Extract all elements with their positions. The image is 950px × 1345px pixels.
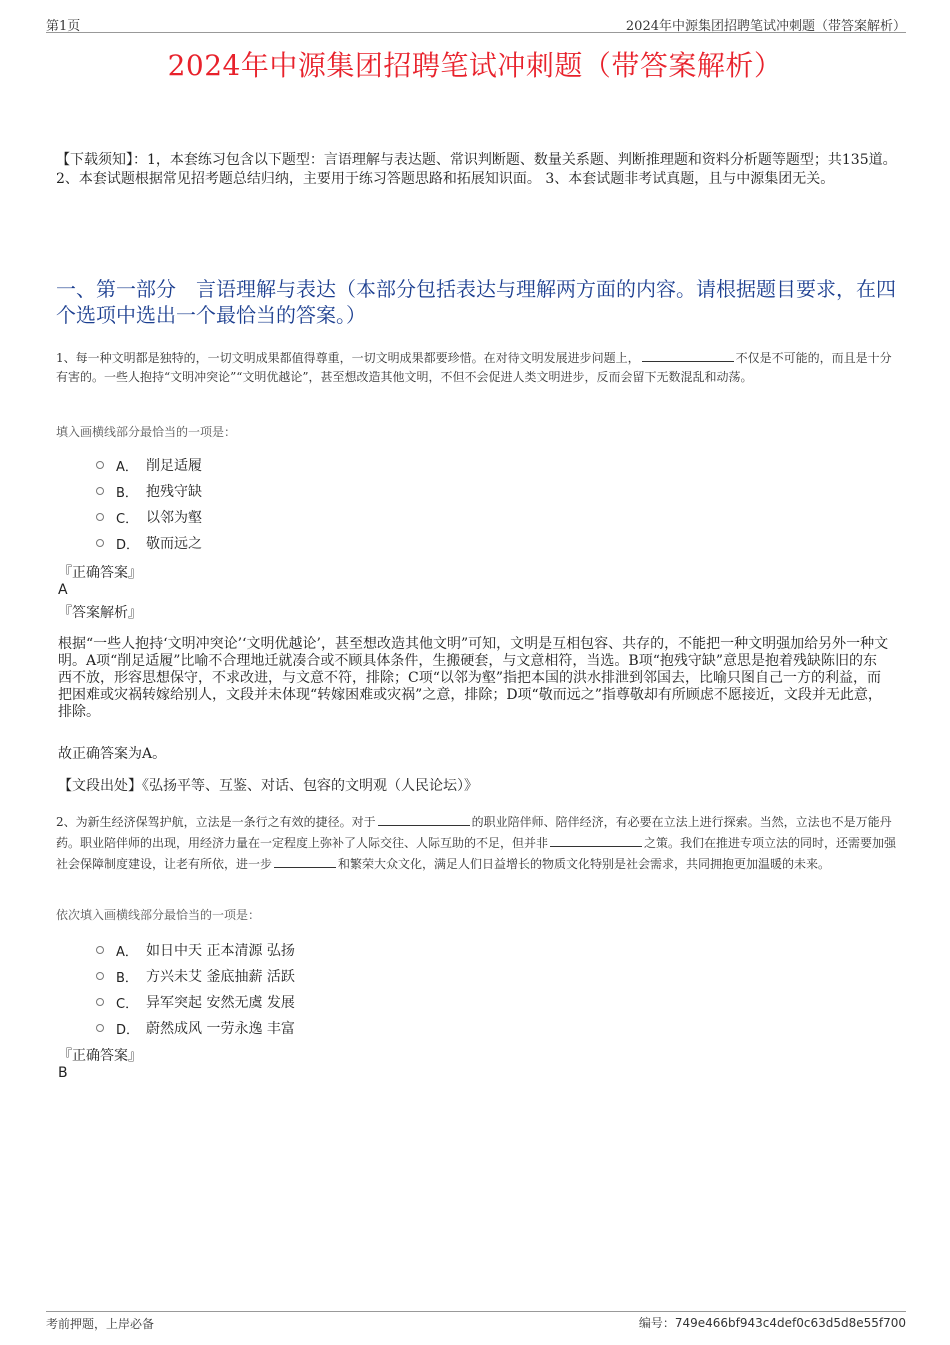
answer-blank <box>550 832 642 847</box>
footer-doc-id: 编号：749e466bf943c4def0c63d5d8e55f700 <box>638 1316 906 1330</box>
question-1-prompt: 填入画横线部分最恰当的一项是： <box>56 425 237 439</box>
option-a[interactable] <box>96 937 295 963</box>
radio-icon[interactable] <box>96 513 104 521</box>
question-2-text-part-b: 的职业陪伴师、陪伴经济，有必要在立法上进行探索。当然，立法也不是万能丹药。职业陪伴师的出现，用经济力量在一定程度上弥补了人际交往、人际互助的不足，但并非 <box>56 815 892 850</box>
question-1-text-part-a: 1、每一种文明都是独特的，一切文明成果都值得尊重，一切文明成果都要珍惜。在对待文明发展进步问题上， <box>56 351 640 365</box>
passage-source: 【文段出处】《弘扬平等、互鉴、对话、包容的文明观（人民论坛）》 <box>58 778 478 794</box>
option-letter: D． <box>116 1022 140 1038</box>
answer-blank <box>274 853 336 868</box>
header-doc-title: 2024年中源集团招聘笔试冲刺题（带答案解析） <box>625 19 906 34</box>
correct-answer-label: 『正确答案』 <box>58 1048 142 1064</box>
option-c[interactable] <box>96 504 202 530</box>
option-text: 敬而远之 <box>146 536 202 552</box>
radio-icon[interactable] <box>96 998 104 1006</box>
option-letter: B． <box>116 970 138 986</box>
option-letter: B． <box>116 485 138 501</box>
footer-slogan: 考前押题，上岸必备 <box>46 1317 155 1331</box>
question-2-options <box>96 937 295 1041</box>
option-letter: C． <box>116 996 139 1012</box>
answer-conclusion: 故正确答案为A。 <box>58 746 167 762</box>
radio-icon[interactable] <box>96 487 104 495</box>
option-text: 蔚然成风 一劳永逸 丰富 <box>146 1021 295 1037</box>
option-text: 如日中天 正本清源 弘扬 <box>146 943 295 959</box>
question-2-text-part-d: 和繁荣大众文化，满足人们日益增长的物质文化特别是社会需求，共同拥抱更加温暖的未来。 <box>338 857 831 871</box>
option-d[interactable] <box>96 530 202 556</box>
option-b[interactable] <box>96 478 202 504</box>
option-text: 异军突起 安然无虞 发展 <box>146 995 295 1011</box>
radio-icon[interactable] <box>96 461 104 469</box>
option-c[interactable] <box>96 989 295 1015</box>
question-2-text-part-c: 之策。我们在推进专项立法的同时，还需要加强社会保障制度建设，让老有所依，进一步 <box>56 836 897 871</box>
correct-answer: B <box>58 1065 68 1081</box>
analysis-label: 『答案解析』 <box>58 605 142 621</box>
question-1-options <box>96 452 202 556</box>
question-2-prompt: 依次填入画横线部分最恰当的一项是： <box>56 908 261 922</box>
question-1-text-part-b: 不仅是不可能的，而且是十分有害的。一些人抱持“文明冲突论”“文明优越论”，甚至想改造其他文明，不但不会促进人类文明进步，反而会留下无数混乱和动荡。 <box>56 351 892 384</box>
header-page-label: 第1页 <box>46 19 81 34</box>
option-d[interactable] <box>96 1015 295 1041</box>
section-heading: 一、第一部分 言语理解与表达（本部分包括表达与理解两方面的内容。请根据题目要求，在四个选项中选出一个最恰当的答案。） <box>56 277 896 327</box>
option-text: 以邻为壑 <box>146 510 202 526</box>
option-text: 方兴未艾 釜底抽薪 活跃 <box>146 969 295 985</box>
option-text: 抱残守缺 <box>146 484 202 500</box>
page-title: 2024年中源集团招聘笔试冲刺题（带答案解析） <box>167 49 783 82</box>
radio-icon[interactable] <box>96 972 104 980</box>
option-text: 削足适履 <box>146 458 202 474</box>
question-2-text <box>56 811 902 874</box>
radio-icon[interactable] <box>96 539 104 547</box>
correct-answer: A <box>58 582 68 598</box>
answer-blank <box>642 347 734 362</box>
download-notice: 【下载须知】：1，本套练习包含以下题型：言语理解与表达题、常识判断题、数量关系题、判断推理题和资料分析题等题型；共135道。 2、本套试题根据常见招考题总结归纳，主要用于练习答题思路和拓展知识面。 3、本套试题非考试真题，且与中源集团无关。 <box>56 152 897 187</box>
question-1-text <box>56 347 902 387</box>
option-letter: D． <box>116 537 140 553</box>
option-a[interactable] <box>96 452 202 478</box>
correct-answer-label: 『正确答案』 <box>58 565 142 581</box>
footer-divider <box>46 1311 906 1312</box>
option-letter: A． <box>116 459 138 475</box>
option-b[interactable] <box>96 963 295 989</box>
radio-icon[interactable] <box>96 1024 104 1032</box>
answer-blank <box>378 811 470 826</box>
header-divider <box>46 32 906 33</box>
question-2-text-part-a: 2、为新生经济保驾护航，立法是一条行之有效的捷径。对于 <box>56 815 376 829</box>
radio-icon[interactable] <box>96 946 104 954</box>
answer-analysis: 根据“一些人抱持‘文明冲突论’‘文明优越论’，甚至想改造其他文明”可知，文明是互相包容、共存的，不能把一种文明强加给另外一种文明。A项“削足适履”比喻不合理地迁就凑合或不顾具体条件，生搬硬套，与文意相符，当选。B项“抱残守缺”意思是抱着残缺陈旧的东西不放，形容思想保守，不求改进，与文意不符，排除；C项“以邻为壑”指把本国的洪水排泄到邻国去，比喻只图自己一方的利益，而把困难或灾祸转嫁给别人，文段并未体现“转嫁困难或灾祸”之意，排除；D项“敬而远之”指尊敬却有所顾虑不愿接近，文段并无此意，排除。 <box>58 636 889 720</box>
option-letter: C． <box>116 511 139 527</box>
option-letter: A． <box>116 944 138 960</box>
